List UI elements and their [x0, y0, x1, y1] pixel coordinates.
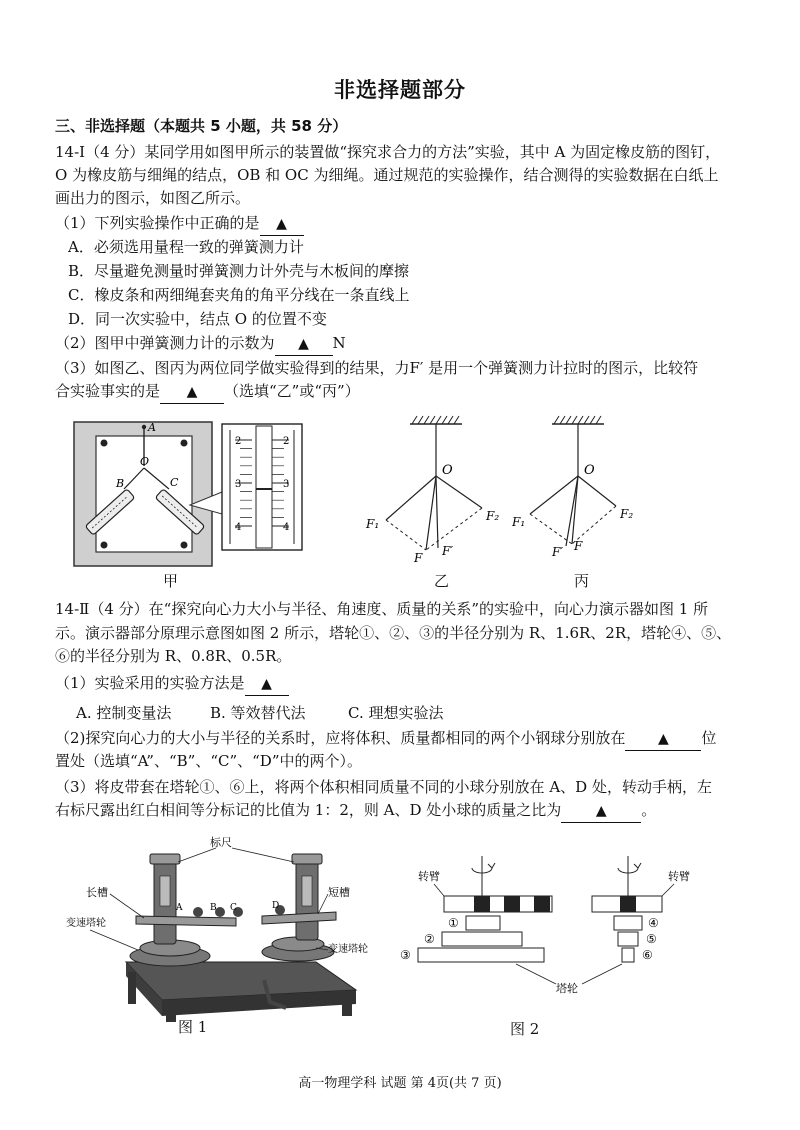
- figure-yi: [362, 410, 512, 570]
- pin-icon: [101, 440, 108, 447]
- label-f1: F₁: [512, 515, 526, 529]
- pulley-4: [614, 916, 642, 930]
- pulley-6: [622, 948, 634, 962]
- arm-block: [474, 896, 490, 912]
- dashed-side: [426, 508, 482, 550]
- q14b-sub3-line2: [55, 799, 656, 823]
- q14a-sub2-text: （2）图甲中弹簧测力计的示数为: [55, 334, 275, 352]
- label-f: F: [574, 539, 583, 553]
- label-o: O: [584, 463, 595, 478]
- label-b: B: [116, 477, 125, 490]
- q14a-sub3-pre: 合实验事实的是: [55, 382, 161, 400]
- arm-block: [620, 896, 636, 912]
- q14b-sub1-text: （1）实验采用的实验方法是: [55, 674, 245, 692]
- q14b-option-b: B. 等效替代法: [210, 704, 306, 722]
- label-n5: ⑤: [646, 932, 657, 946]
- ball-icon: [193, 907, 203, 917]
- pin-icon: [181, 542, 188, 549]
- tick-label: 3: [283, 479, 290, 490]
- q14b-sub1: [55, 672, 289, 696]
- q14b-intro-2: 示。演示器部分原理示意图如图 2 所示，塔轮①、②、③的半径分别为 R、1.6R、2R，塔轮④、⑤、: [55, 624, 732, 642]
- section-heading: 三、非选择题（本题共 5 小题，共 58 分）: [55, 117, 348, 135]
- label-fp: F′: [442, 544, 454, 558]
- label-f2: F₂: [486, 509, 500, 523]
- leader-line: [110, 894, 144, 918]
- label-pulley: 塔轮: [556, 982, 578, 995]
- q14a-intro-2: O 为橡皮筋与细绳的结点，OB 和 OC 为细绳。通过规范的实验操作，结合测得的实验数据在白纸上: [55, 166, 719, 184]
- label-fp: F′: [552, 545, 564, 559]
- ceiling-hatch: [412, 416, 459, 424]
- rotate-arrow-icon: [488, 863, 495, 868]
- leader-line: [582, 964, 622, 984]
- q14b-sub2-post: 位: [701, 729, 717, 747]
- pin-a-icon: [142, 425, 146, 429]
- column-cap: [292, 854, 322, 864]
- pin-icon: [101, 542, 108, 549]
- q14a-sub1: [55, 212, 304, 236]
- arrow-f2: [436, 476, 482, 508]
- label-arm-left: 转臂: [418, 870, 440, 883]
- caption-yi: 乙: [434, 572, 450, 590]
- arm-block: [504, 896, 520, 912]
- label-f2: F₂: [620, 507, 634, 521]
- pulley-5: [618, 932, 638, 946]
- slot-c: C: [230, 903, 237, 913]
- tick-label: 2: [235, 436, 242, 447]
- leader-line: [318, 894, 328, 914]
- q14a-option-a: A．必须选用量程一致的弹簧测力计: [68, 238, 304, 256]
- arrow-f: [426, 476, 436, 550]
- answer-blank: ▲: [275, 333, 333, 356]
- q14a-sub3-line1: （3）如图乙、图丙为两位同学做实验得到的结果，力F′ 是用一个弹簧测力计拉时的图示，比较符: [55, 359, 699, 377]
- answer-blank: ▲: [260, 213, 304, 236]
- label-n4: ④: [648, 916, 659, 930]
- label-o: O: [140, 455, 150, 468]
- q14b-sub3-post: 。: [641, 801, 657, 819]
- caption-jia: 甲: [163, 572, 179, 590]
- label-short-groove: 短槽: [328, 886, 350, 899]
- tick-label: 3: [235, 479, 242, 490]
- q14b-sub2-pre: （2)探究向心力的大小与半径的关系时，应将体积、质量都相同的两个小钢球分别放在: [55, 729, 626, 747]
- answer-blank: ▲: [625, 728, 701, 751]
- ceiling-hatch: [554, 416, 601, 424]
- q14b-option-c: C. 理想实验法: [348, 704, 444, 722]
- arrow-fp: [436, 476, 438, 548]
- q14b-intro-1: 14-Ⅱ（4 分）在“探究向心力大小与半径、角速度、质量的关系”的实验中，向心力演示器如图 1 所: [55, 600, 709, 618]
- rotate-arrow-icon: [634, 863, 641, 868]
- leader-line: [90, 930, 138, 950]
- answer-blank: ▲: [245, 673, 289, 696]
- q14a-option-b: B．尽量避免测量时弹簧测力计外壳与木板间的摩擦: [68, 262, 410, 280]
- label-f: F: [414, 551, 423, 565]
- q14b-sub3-pre: 右标尺露出红白相间等分标记的比值为 1：2，则 A、D 处小球的质量之比为: [55, 801, 562, 819]
- label-a: A: [148, 421, 156, 434]
- arrow-f2: [578, 476, 616, 506]
- slot-d: D: [272, 901, 280, 911]
- label-left-pulley: 变速塔轮: [66, 918, 106, 929]
- label-f1: F₁: [366, 517, 380, 531]
- q14a-sub2: [55, 332, 346, 356]
- arrow-f1: [386, 476, 436, 520]
- q14a-option-c: C．橡皮条和两细绳套夹角的角平分线在一条直线上: [68, 286, 410, 304]
- pin-icon: [181, 440, 188, 447]
- slot-a: A: [176, 903, 183, 913]
- leg: [166, 1012, 176, 1022]
- figure-2: [396, 852, 700, 1002]
- ruler-marks: [302, 876, 312, 906]
- q14a-sub3-post: （选填“乙”或“丙”）: [224, 382, 360, 400]
- dashed-side: [386, 520, 426, 550]
- long-groove: [136, 916, 236, 926]
- page-title: 非选择题部分: [334, 78, 466, 102]
- q14a-intro-3: 画出力的图示，如图乙所示。: [55, 189, 251, 207]
- q14a-sub2-unit: N: [332, 334, 346, 352]
- leader-line: [232, 848, 294, 862]
- column-cap: [150, 854, 180, 864]
- q14a-intro-1: 14-Ⅰ（4 分）某同学用如图甲所示的装置做“探究求合力的方法”实验，其中 A 为固定橡皮筋的图钉，: [55, 143, 721, 161]
- arrow-f: [572, 476, 578, 544]
- answer-blank: ▲: [160, 381, 224, 404]
- tick-label: 4: [283, 522, 290, 533]
- label-c: C: [170, 476, 179, 489]
- leg: [342, 1002, 352, 1016]
- label-n6: ⑥: [642, 948, 653, 962]
- q14b-sub2-line2: 置处（选填“A”、“B”、“C”、“D”中的两个）。: [55, 752, 363, 770]
- figure-1: [66, 832, 380, 1022]
- label-n3: ③: [400, 948, 411, 962]
- pulley-3: [418, 948, 544, 962]
- pulley-2: [442, 932, 522, 946]
- label-right-pulley: 变速塔轮: [328, 944, 368, 955]
- arrow-f1: [530, 476, 578, 514]
- label-long-groove: 长槽: [86, 886, 108, 899]
- scale-rod: [256, 426, 272, 548]
- dashed-side: [530, 514, 572, 544]
- q14b-option-a: A. 控制变量法: [76, 704, 172, 722]
- q14a-sub1-text: （1）下列实验操作中正确的是: [55, 214, 260, 232]
- caption-fig2: 图 2: [510, 1020, 540, 1038]
- leader-line: [662, 884, 674, 896]
- q14b-sub2-line1: [55, 727, 716, 751]
- leader-line: [516, 964, 556, 984]
- q14a-option-d: D．同一次实验中，结点 O 的位置不变: [68, 310, 327, 328]
- figure-bing: [512, 410, 662, 570]
- page-footer: 高一物理学科 试题 第 4页(共 7 页): [298, 1076, 502, 1091]
- slot-b: B: [210, 903, 217, 913]
- short-groove: [262, 912, 336, 924]
- caption-bing: 丙: [574, 572, 590, 590]
- q14b-intro-3: ⑥的半径分别为 R、0.8R、0.5R。: [55, 647, 292, 665]
- label-o: O: [442, 463, 453, 478]
- leader-line: [178, 848, 216, 862]
- leader-line: [434, 884, 444, 896]
- label-n2: ②: [424, 932, 435, 946]
- label-ruler: 标尺: [210, 836, 232, 849]
- caption-fig1: 图 1: [178, 1018, 208, 1036]
- arm-block: [534, 896, 550, 912]
- pulley-1: [466, 916, 500, 930]
- tick-label: 4: [235, 522, 242, 533]
- answer-blank: ▲: [561, 800, 641, 823]
- tick-label: 2: [283, 436, 290, 447]
- arrow-fp: [566, 476, 578, 546]
- label-arm-right: 转臂: [668, 870, 690, 883]
- ruler-marks: [160, 876, 170, 906]
- figure-jia: [72, 410, 312, 570]
- label-n1: ①: [448, 916, 459, 930]
- q14a-sub3-line2: [55, 380, 360, 404]
- q14b-sub3-line1: （3）将皮带套在塔轮①、⑥上，将两个体积相同质量不同的小球分别放在 A、D 处，转动手柄，左: [55, 778, 712, 796]
